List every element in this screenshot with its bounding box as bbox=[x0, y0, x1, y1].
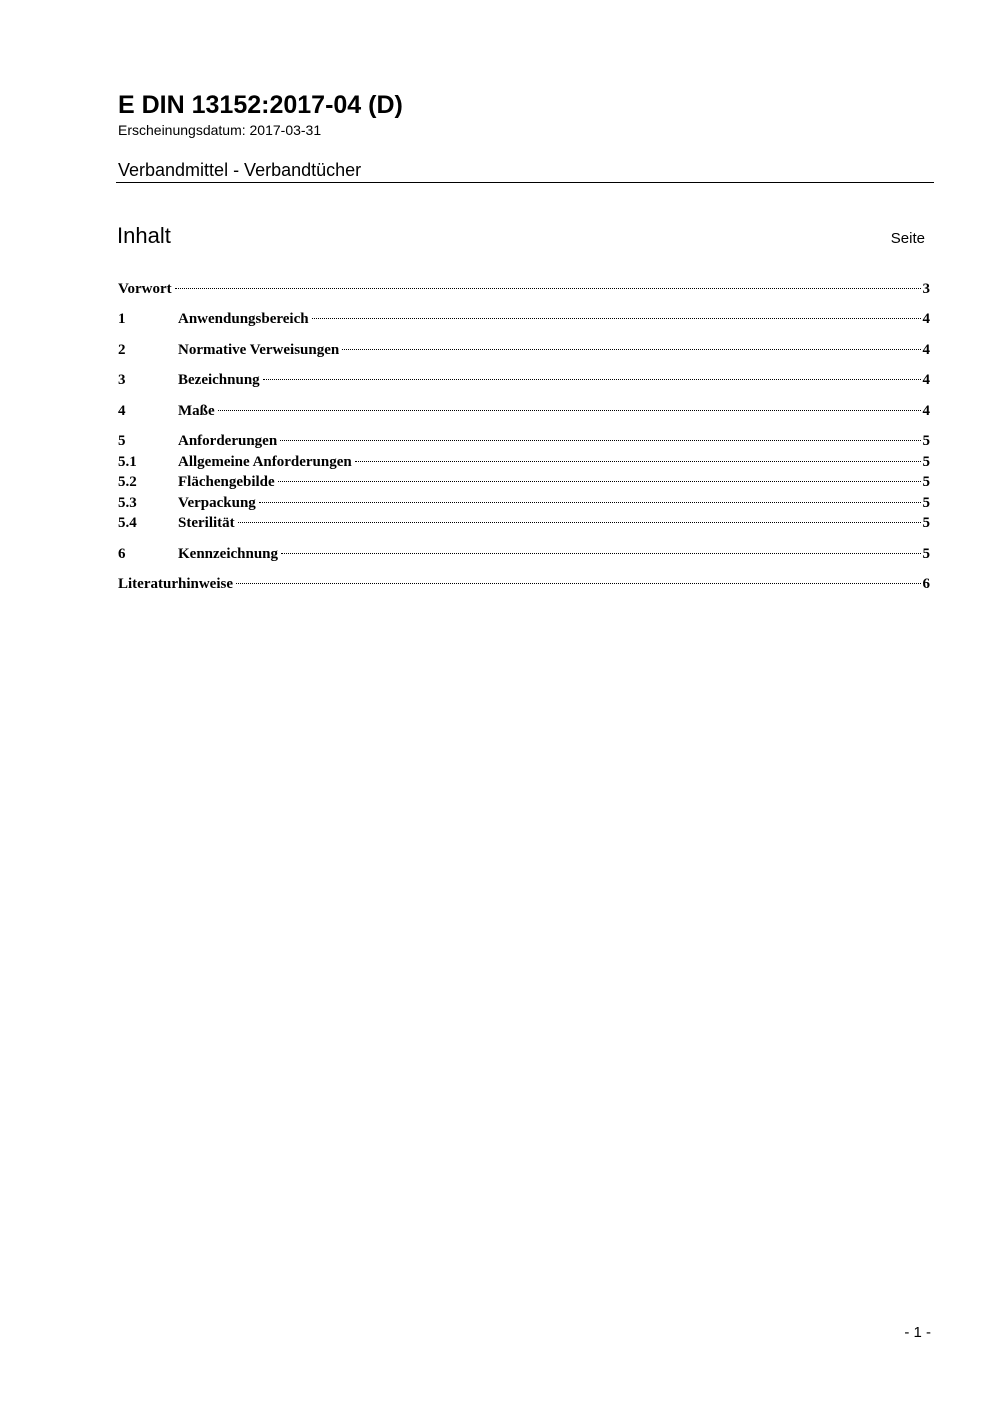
toc-entry-page: 5 bbox=[922, 515, 930, 531]
toc-entry-number: 5.4 bbox=[118, 515, 137, 531]
toc-entry-number: 3 bbox=[118, 372, 126, 388]
toc-entry-label: Kennzeichnung bbox=[178, 546, 279, 562]
page-column-label: Seite bbox=[890, 230, 925, 247]
toc-entry-literaturhinweise[interactable] bbox=[118, 574, 930, 594]
table-of-contents bbox=[118, 0, 930, 600]
toc-dot-leader bbox=[280, 440, 920, 441]
toc-entry-page: 5 bbox=[922, 546, 930, 562]
toc-entry-3[interactable] bbox=[118, 370, 930, 390]
toc-dot-leader bbox=[238, 522, 921, 523]
toc-entry-number: 5 bbox=[118, 433, 126, 449]
toc-entry-number: 1 bbox=[118, 311, 126, 327]
toc-entry-page: 4 bbox=[922, 372, 930, 388]
toc-entry-5[interactable] bbox=[118, 431, 930, 451]
toc-entry-label: Anwendungsbereich bbox=[178, 311, 309, 327]
toc-heading: Inhalt bbox=[117, 223, 171, 248]
document-id: E DIN 13152:2017-04 (D) bbox=[118, 91, 403, 119]
toc-entry-label: Allgemeine Anforderungen bbox=[178, 454, 352, 470]
toc-dot-leader bbox=[218, 410, 921, 411]
toc-entry-page: 5 bbox=[922, 433, 930, 449]
toc-dot-leader bbox=[263, 379, 921, 380]
toc-dot-leader bbox=[236, 583, 921, 584]
document-title: Verbandmittel - Verbandtücher bbox=[118, 160, 362, 180]
toc-entry-5-3[interactable] bbox=[118, 493, 930, 513]
toc-entry-label: Vorwort bbox=[118, 281, 172, 297]
toc-entry-page: 6 bbox=[922, 576, 930, 592]
toc-entry-number: 6 bbox=[118, 546, 126, 562]
toc-entry-4[interactable] bbox=[118, 401, 930, 421]
toc-entry-1[interactable] bbox=[118, 309, 930, 329]
toc-entry-label: Bezeichnung bbox=[178, 372, 260, 388]
toc-entry-label: Literaturhinweise bbox=[118, 576, 233, 592]
toc-entry-page: 4 bbox=[922, 342, 930, 358]
toc-dot-leader bbox=[355, 461, 921, 462]
page-number: - 1 - bbox=[904, 1324, 931, 1341]
toc-entry-vorwort[interactable] bbox=[118, 279, 930, 299]
toc-entry-5-1[interactable] bbox=[118, 452, 930, 472]
toc-dot-leader bbox=[278, 481, 921, 482]
toc-entry-label: Anforderungen bbox=[178, 433, 278, 449]
toc-entry-label: Maße bbox=[178, 403, 215, 419]
toc-entry-page: 5 bbox=[922, 454, 930, 470]
toc-entry-label: Normative Verweisungen bbox=[178, 342, 340, 358]
toc-dot-leader bbox=[342, 349, 920, 350]
toc-dot-leader bbox=[312, 318, 921, 319]
toc-entry-label: Flächengebilde bbox=[178, 474, 275, 490]
toc-entry-6[interactable] bbox=[118, 544, 930, 564]
toc-entry-number: 5.2 bbox=[118, 474, 137, 490]
toc-entry-page: 4 bbox=[922, 311, 930, 327]
toc-entry-2[interactable] bbox=[118, 340, 930, 360]
toc-entry-number: 5.3 bbox=[118, 495, 137, 511]
toc-entry-number: 5.1 bbox=[118, 454, 137, 470]
toc-entry-number: 2 bbox=[118, 342, 126, 358]
publication-date: Erscheinungsdatum: 2017-03-31 bbox=[118, 122, 322, 138]
toc-dot-leader bbox=[175, 288, 921, 289]
toc-entry-page: 4 bbox=[922, 403, 930, 419]
toc-entry-label: Sterilität bbox=[178, 515, 235, 531]
toc-entry-5-4[interactable] bbox=[118, 513, 930, 533]
toc-entry-label: Verpackung bbox=[178, 495, 256, 511]
toc-entry-page: 5 bbox=[922, 495, 930, 511]
toc-entry-5-2[interactable] bbox=[118, 472, 930, 492]
toc-entry-page: 5 bbox=[922, 474, 930, 490]
toc-dot-leader bbox=[259, 502, 921, 503]
toc-entry-page: 3 bbox=[922, 281, 930, 297]
toc-dot-leader bbox=[281, 553, 920, 554]
toc-entry-number: 4 bbox=[118, 403, 126, 419]
